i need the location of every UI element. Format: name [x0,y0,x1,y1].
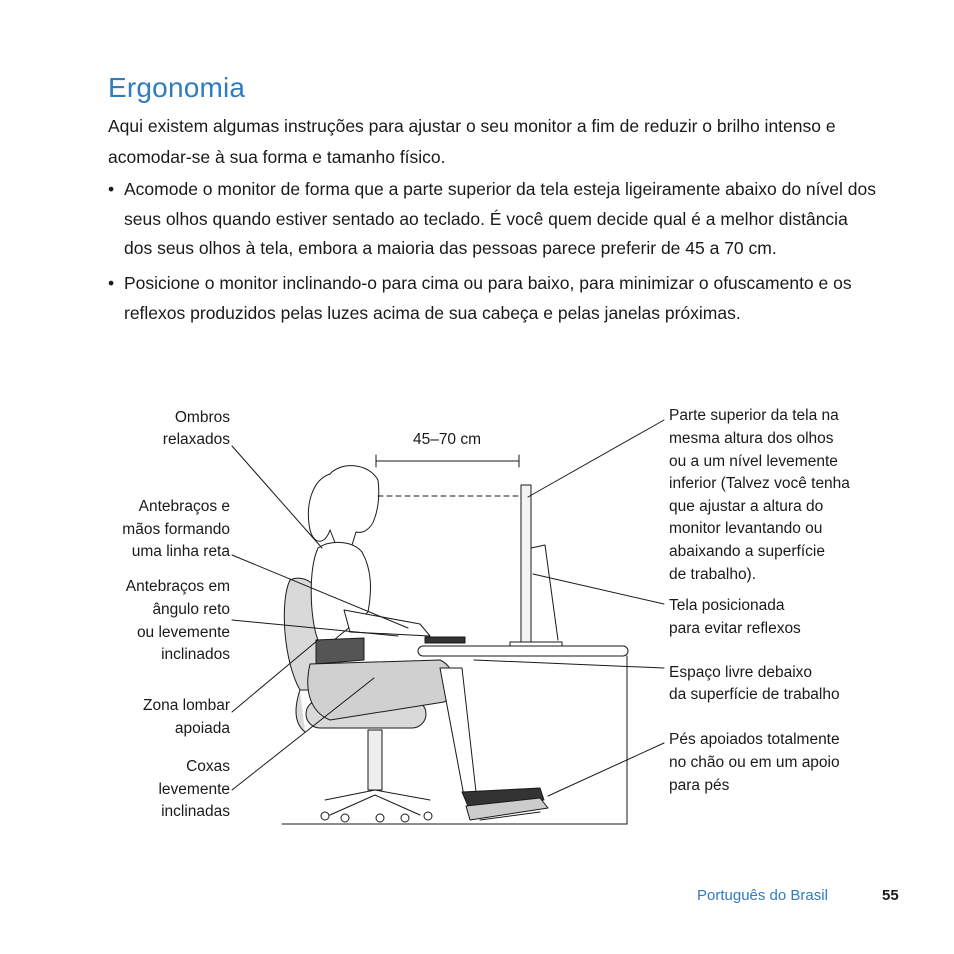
svg-text:Coxas: Coxas [186,758,230,775]
svg-text:mesma altura dos olhos: mesma altura dos olhos [669,430,834,447]
svg-text:ângulo reto: ângulo reto [152,601,230,618]
svg-text:levemente: levemente [158,781,230,798]
svg-text:da superfície de trabalho: da superfície de trabalho [669,686,840,703]
label-forearms-line [122,498,230,560]
svg-text:monitor levantando ou: monitor levantando ou [669,520,823,537]
label-feet [669,731,840,794]
monitor-drawing [510,485,562,646]
label-shoulders [163,409,230,448]
svg-text:para pés: para pés [669,777,730,794]
callout-line-screen-top [528,420,664,497]
label-screen-position [669,597,801,637]
distance-dimension [376,455,520,496]
label-thighs [158,758,230,820]
svg-text:inclinados: inclinados [161,646,230,663]
svg-text:Parte superior da tela na: Parte superior da tela na [669,407,839,424]
callout-line-clearance [474,660,664,668]
svg-text:de trabalho).: de trabalho). [669,566,757,583]
callout-line-shoulders [232,446,322,548]
svg-text:inclinadas: inclinadas [161,803,230,820]
svg-text:Antebraços e: Antebraços e [138,498,230,515]
label-forearms-angle [126,578,230,663]
svg-text:ou a um nível levemente: ou a um nível levemente [669,453,838,470]
callout-line-feet [548,743,664,796]
svg-text:ou levemente: ou levemente [136,624,230,641]
svg-text:uma linha reta: uma linha reta [131,543,230,560]
svg-text:apoiada: apoiada [174,720,230,737]
intro-paragraph: Aqui existem algumas instruções para ajustar o seu monitor a fim de reduzir o brilho intenso e acomodar-se à sua forma e tamanho físico. [108,116,836,167]
svg-text:que ajustar a altura do: que ajustar a altura do [669,498,824,515]
svg-text:Zona lombar: Zona lombar [142,697,230,714]
svg-text:abaixando a superfície: abaixando a superfície [669,543,825,560]
label-clearance [669,664,840,703]
svg-text:Tela posicionada: Tela posicionada [669,597,785,614]
bullet-marker: • [108,273,115,294]
svg-text:para evitar reflexos: para evitar reflexos [669,620,801,637]
bullet-text: Acomode o monitor de forma que a parte superior da tela esteja ligeiramente abaixo do nível dos seus olhos quando estiver sentado ao teclado. É você quem decide qual é a melhor distância dos seus olhos à tela, embora a maioria das pessoas parece preferir de 45 a 70 cm. [124,179,876,259]
keyboard-drawing [425,637,465,643]
label-lumbar [143,697,230,737]
svg-text:no chão ou em um apoio: no chão ou em um apoio [669,754,840,771]
page-title: Ergonomia [108,72,246,103]
label-screen-top [669,407,850,583]
person-drawing [308,466,544,806]
svg-text:relaxados: relaxados [162,431,230,448]
bullet-text: Posicione o monitor inclinando-o para cima ou para baixo, para minimizar o ofuscamento e os reflexos produzidos pelas luzes acima de sua cabeça e pelas janelas próximas. [124,273,852,323]
distance-label: 45–70 cm [412,431,482,448]
svg-text:Espaço livre debaixo: Espaço livre debaixo [669,664,813,681]
svg-text:Pés apoiados totalmente: Pés apoiados totalmente [669,731,840,748]
svg-text:Ombros: Ombros [174,409,230,426]
footer-language: Português do Brasil [697,887,828,904]
svg-text:Antebraços em: Antebraços em [125,578,230,595]
page-number: 55 [882,887,899,904]
svg-text:inferior (Talvez você tenha: inferior (Talvez você tenha [669,475,850,492]
svg-text:mãos formando: mãos formando [122,521,230,538]
bullet-marker: • [108,179,115,199]
